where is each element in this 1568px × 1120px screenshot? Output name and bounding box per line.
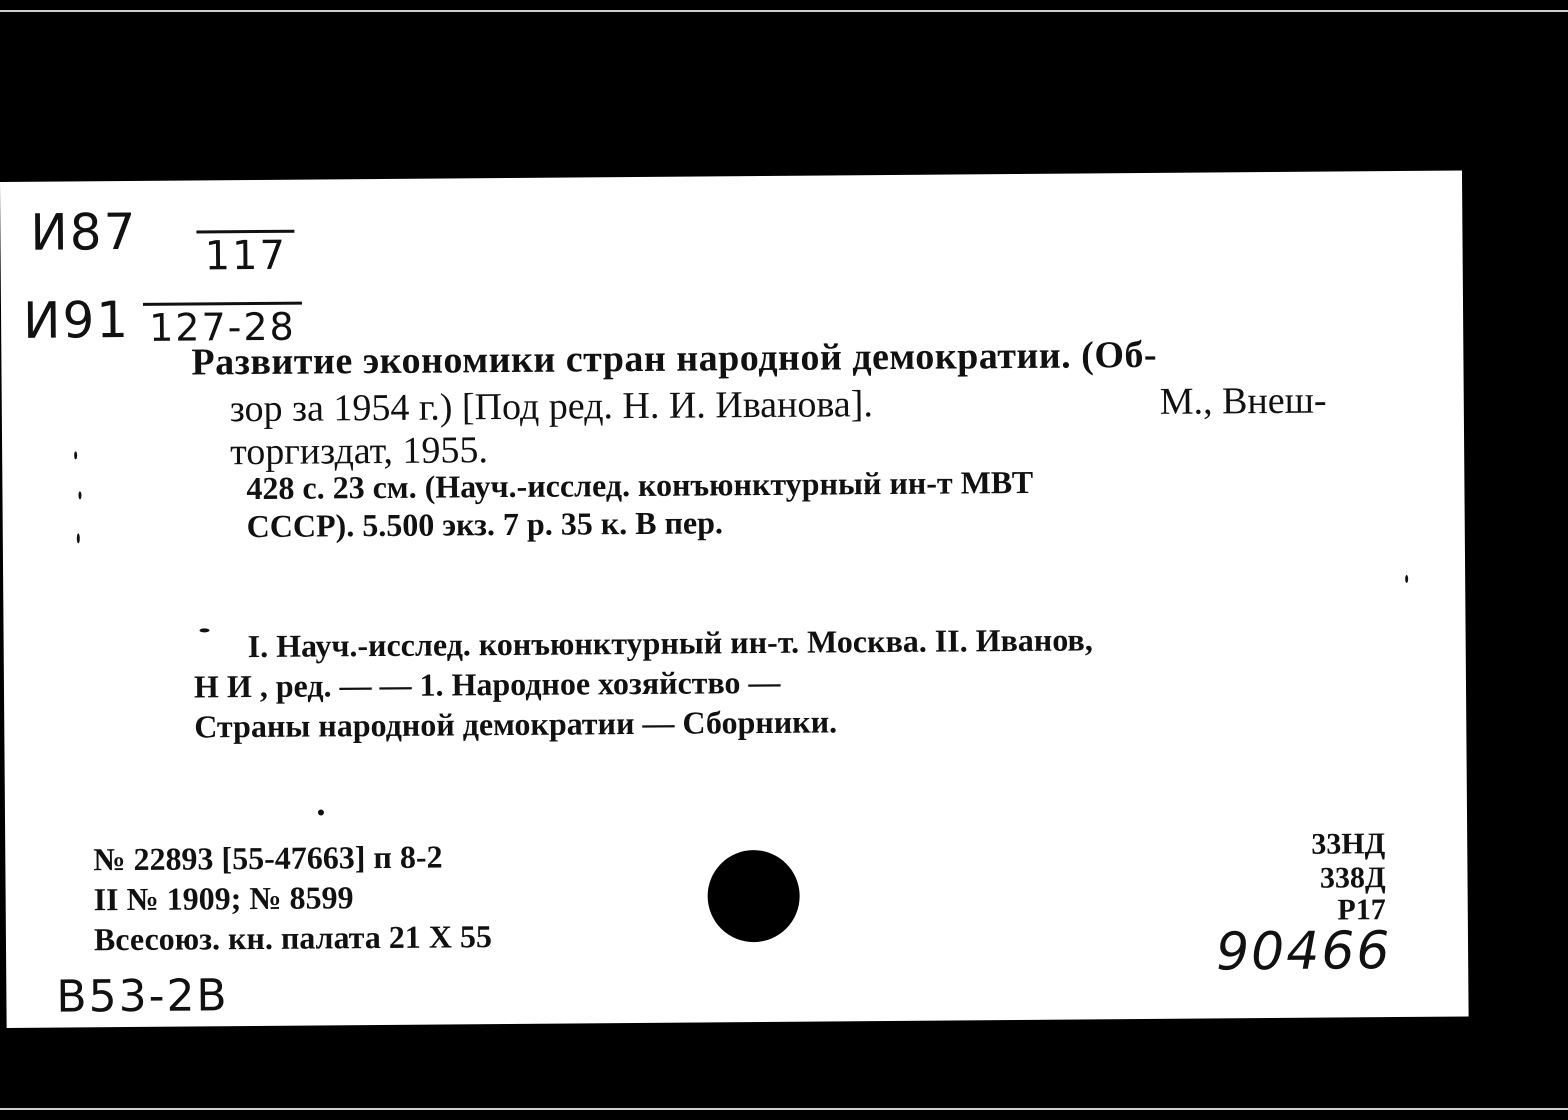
title-line-2-text: зор за 1954 г.) [Под ред. Н. И. Иванова]. [229, 383, 874, 431]
tracing-line-1: I. Науч.-исслед. конъюнктурный ин-т. Москва. II. Иванов, [247, 621, 1093, 665]
scan-speck [77, 533, 80, 543]
tracing-line-2: Н И , ред. — — 1. Народное хозяйство — [193, 663, 781, 705]
handwritten-bottom-note: В53-2В [56, 970, 229, 1023]
shelfmark-1-main: И87 [30, 202, 138, 262]
title-line-3: торгиздат, 1955. [229, 429, 489, 474]
scan-speck [1405, 575, 1408, 583]
title-line-2 [229, 379, 1327, 431]
scan-speck [78, 491, 81, 499]
classification-1: 33НД [1311, 827, 1386, 861]
scan-speck [74, 451, 77, 459]
shelfmark-2-main: И91 [22, 290, 131, 350]
handwritten-inventory-number: 90466 [1215, 921, 1392, 983]
scan-edge-top [0, 10, 1568, 12]
collation-line-1: 428 с. 23 см. (Науч.-исслед. конъюнктурный ин-т МВТ [246, 463, 1034, 507]
shelfmark-2-sub: 127-28 [143, 302, 302, 350]
catalog-card [0, 171, 1469, 1028]
collation-line-2: СССР). 5.500 экз. 7 р. 35 к. В пер. [246, 504, 724, 545]
imprint-line-1: № 22893 [55-47663] п 8-2 [93, 838, 443, 878]
title-line-1: Развитие экономики стран народной демократии. (Об- [191, 333, 1158, 384]
scan-speck [318, 809, 324, 815]
shelfmark-1-sub: 117 [196, 230, 295, 280]
tracing-line-3: Страны народной демократии — Сборники. [194, 703, 838, 745]
publisher-place: М., Внеш- [1159, 379, 1327, 423]
punch-hole [707, 850, 800, 943]
scan-edge-bottom [0, 1108, 1568, 1110]
scan-speck [200, 628, 210, 632]
imprint-line-3: Всесоюз. кн. палата 21 X 55 [93, 918, 493, 958]
classification-2: 338Д [1319, 861, 1386, 895]
imprint-line-2: II № 1909; № 8599 [93, 879, 354, 918]
classification-3: Р17 [1337, 893, 1386, 927]
